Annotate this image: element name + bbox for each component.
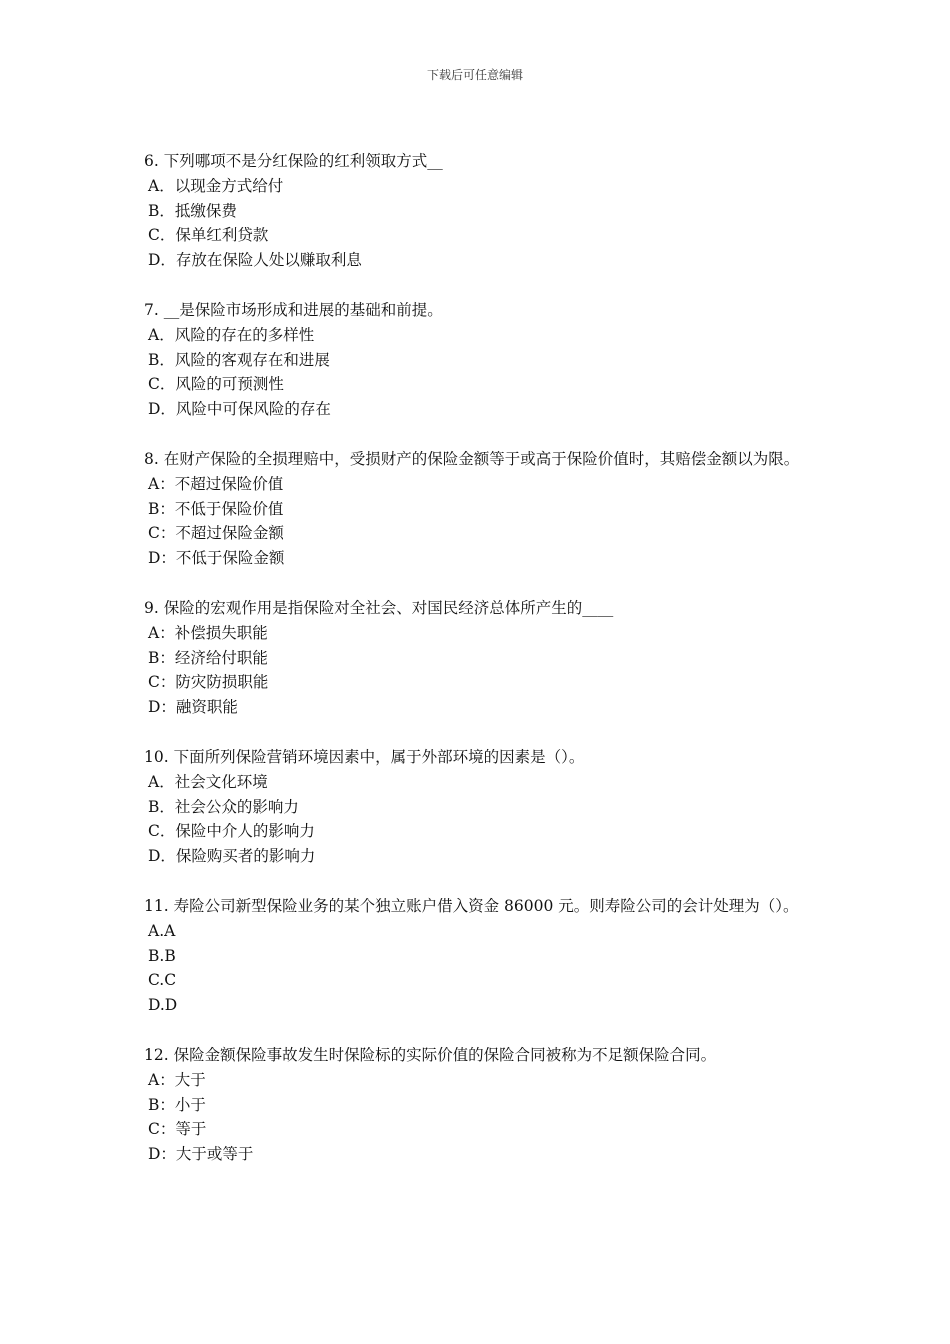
option-a: A．社会文化环境	[148, 772, 268, 791]
option-d: D．风险中可保风险的存在	[148, 400, 331, 419]
option-b: B：小于	[148, 1095, 206, 1114]
option-c: C．风险的可预测性	[148, 375, 284, 394]
option-c: C.C	[148, 971, 177, 990]
option-b: B．风险的客观存在和进展	[148, 350, 330, 369]
question-stem: 12. 保险金额保险事故发生时保险标的实际价值的保险合同被称为不足额保险合同。	[144, 1045, 717, 1064]
option-d: D.D	[148, 996, 178, 1015]
option-d: D．保险购买者的影响力	[148, 847, 316, 866]
question-8	[144, 447, 814, 571]
question-stem: 8. 在财产保险的全损理赔中，受损财产的保险金额等于或高于保险价值时，其赔偿金额以为限。	[144, 449, 800, 468]
option-a: A．以现金方式给付	[148, 176, 284, 195]
question-stem: 10. 下面所列保险营销环境因素中，属于外部环境的因素是（）。	[144, 747, 585, 766]
question-stem: 6. 下列哪项不是分红保险的红利领取方式__	[144, 152, 443, 170]
option-d: D：融资职能	[148, 698, 238, 717]
question-stem: 7. __是保险市场形成和进展的基础和前提。	[144, 300, 443, 319]
option-b: B：经济给付职能	[148, 648, 268, 667]
question-7	[144, 298, 814, 422]
option-c: C：防灾防损职能	[148, 673, 269, 692]
option-d: D：不低于保险金额	[148, 549, 285, 568]
option-b: B．社会公众的影响力	[148, 797, 299, 816]
option-c: C：不超过保险金额	[148, 524, 284, 543]
option-a: A．风险的存在的多样性	[148, 325, 315, 344]
question-6	[144, 149, 814, 273]
option-c: C：等于	[148, 1120, 207, 1139]
question-11	[144, 894, 814, 1018]
option-d: D：大于或等于	[148, 1145, 254, 1164]
question-10	[144, 745, 814, 869]
question-stem: 11. 寿险公司新型保险业务的某个独立账户借入资金 86000 元。则寿险公司的会计处理为（）。	[144, 896, 799, 915]
option-a: A.A	[148, 921, 176, 940]
option-b: B：不低于保险价值	[148, 499, 284, 518]
option-b: B．抵缴保费	[148, 201, 237, 220]
option-c: C．保单红利贷款	[148, 226, 269, 245]
question-9	[144, 596, 814, 720]
option-b: B.B	[148, 946, 176, 965]
question-stem: 9. 保险的宏观作用是指保险对全社会、对国民经济总体所产生的____	[144, 598, 614, 617]
option-a: A：不超过保险价值	[148, 474, 284, 493]
option-d: D．存放在保险人处以赚取利息	[148, 251, 362, 270]
option-a: A：大于	[148, 1070, 206, 1089]
page-header: 下载后可任意编辑	[426, 68, 523, 82]
question-12	[144, 1043, 814, 1167]
option-c: C．保险中介人的影响力	[148, 822, 315, 841]
question-list	[144, 149, 814, 1192]
option-a: A：补偿损失职能	[148, 623, 268, 642]
